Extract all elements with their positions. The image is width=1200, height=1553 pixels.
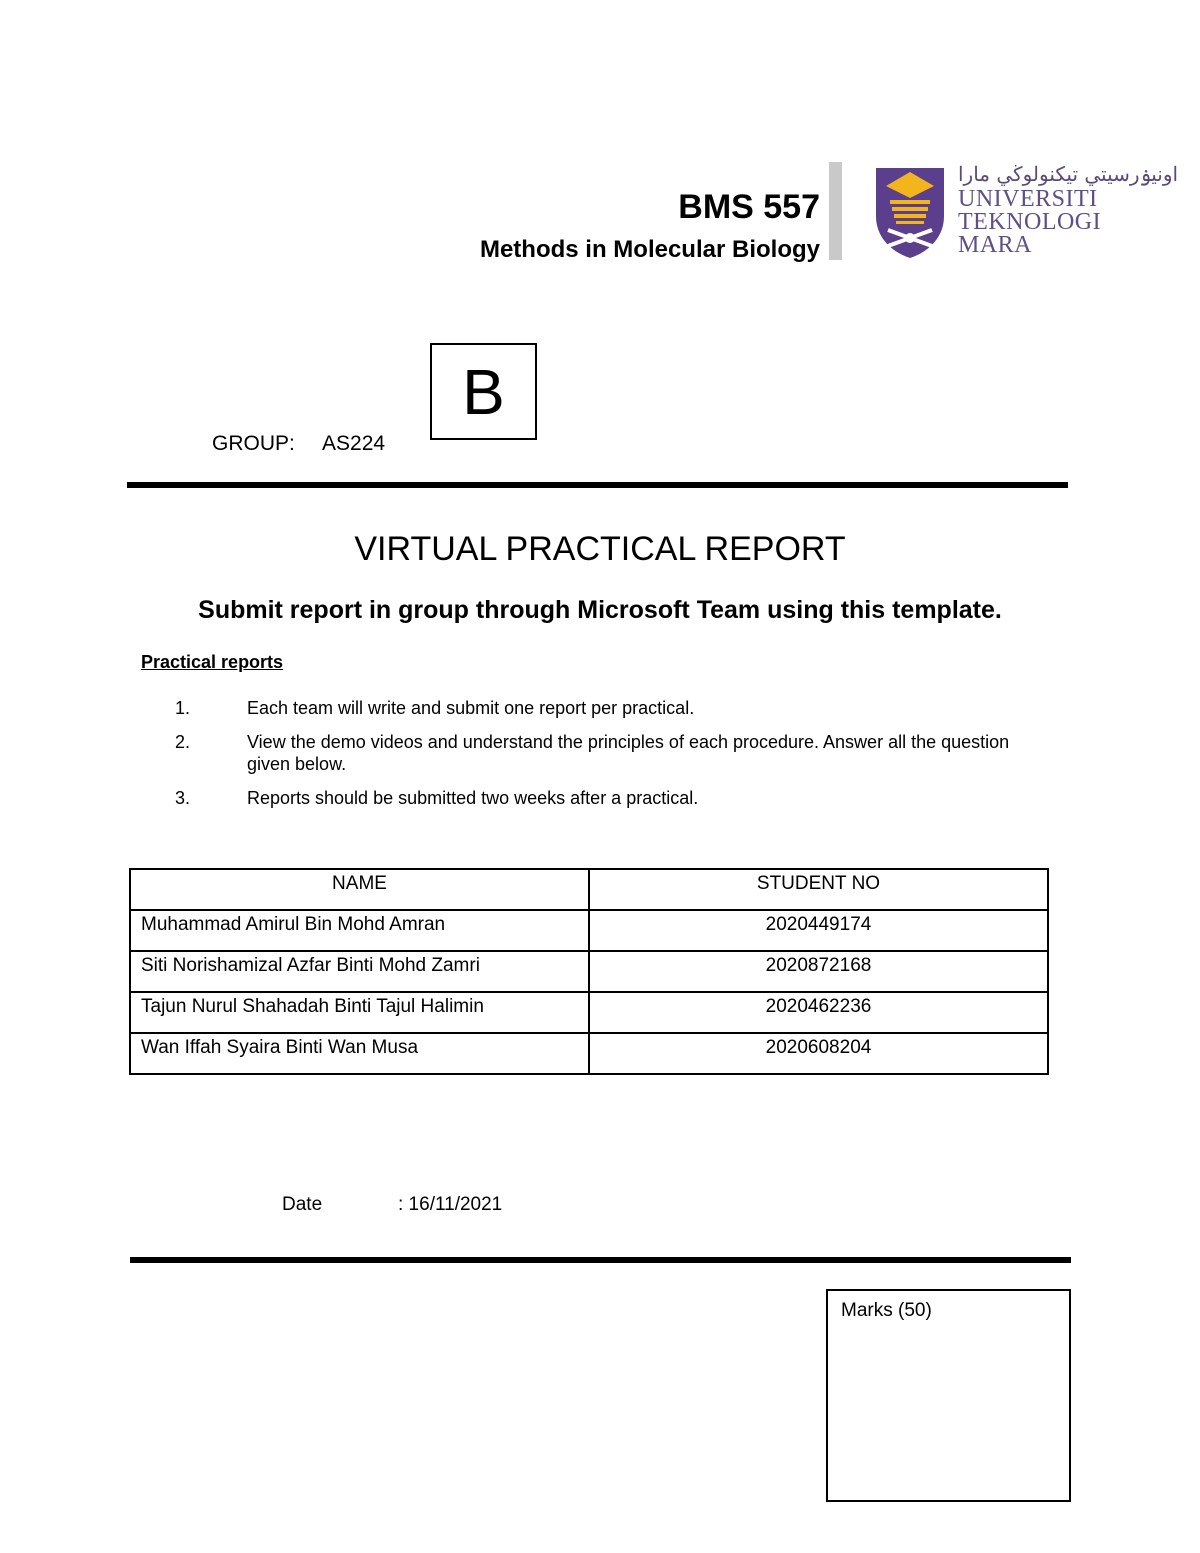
marks-label: Marks (50) <box>841 1300 932 1321</box>
table-row <box>130 910 1048 951</box>
group-label: GROUP: <box>212 432 295 455</box>
university-name-arabic: اونيۏرسيتي تيكنولوڬي مارا <box>958 162 1179 186</box>
list-item-number: 3. <box>175 788 191 808</box>
university-name-line3: MARA <box>958 232 1033 258</box>
document-subtitle: Submit report in group through Microsoft Team using this template. <box>198 596 1002 624</box>
course-name: Methods in Molecular Biology <box>479 236 820 263</box>
bottom-divider <box>130 1257 1071 1263</box>
list-item-number: 1. <box>175 698 191 718</box>
top-divider <box>127 482 1068 488</box>
header-divider <box>829 162 842 260</box>
date-label: Date <box>282 1194 323 1215</box>
column-header-name: NAME <box>130 869 589 910</box>
group-letter-box: B <box>430 343 537 440</box>
practical-reports-heading: Practical reports <box>141 652 284 672</box>
list-item <box>175 787 1015 809</box>
document-title: VIRTUAL PRACTICAL REPORT <box>354 530 846 568</box>
member-student-no: 2020608204 <box>589 1033 1048 1074</box>
member-student-no: 2020462236 <box>589 992 1048 1033</box>
uitm-crest-icon <box>870 164 950 260</box>
university-name-line1: UNIVERSITI <box>958 186 1098 212</box>
list-item-text: Reports should be submitted two weeks after a practical. <box>247 788 699 808</box>
university-name-line2: TEKNOLOGI <box>958 209 1102 235</box>
group-value: AS224 <box>322 432 386 455</box>
course-code: BMS 557 <box>678 188 820 226</box>
column-header-student-no: STUDENT NO <box>589 869 1048 910</box>
table-header-row <box>130 869 1048 910</box>
date-value: : 16/11/2021 <box>398 1194 503 1215</box>
member-name: Muhammad Amirul Bin Mohd Amran <box>130 910 589 951</box>
list-item <box>175 697 1015 719</box>
instructions-list <box>175 697 1015 821</box>
list-item-text: Each team will write and submit one report per practical. <box>247 698 695 718</box>
member-name: Tajun Nurul Shahadah Binti Tajul Halimin <box>130 992 589 1033</box>
list-item-text: View the demo videos and understand the principles of each procedure. Answer all the question given below. <box>247 732 1010 774</box>
table-row <box>130 951 1048 992</box>
member-student-no: 2020872168 <box>589 951 1048 992</box>
list-item <box>175 731 1015 775</box>
table-row <box>130 1033 1048 1074</box>
member-name: Wan Iffah Syaira Binti Wan Musa <box>130 1033 589 1074</box>
list-item-number: 2. <box>175 732 191 752</box>
members-table <box>129 868 1049 1075</box>
member-name: Siti Norishamizal Azfar Binti Mohd Zamri <box>130 951 589 992</box>
table-row <box>130 992 1048 1033</box>
marks-box <box>826 1289 1071 1502</box>
member-student-no: 2020449174 <box>589 910 1048 951</box>
